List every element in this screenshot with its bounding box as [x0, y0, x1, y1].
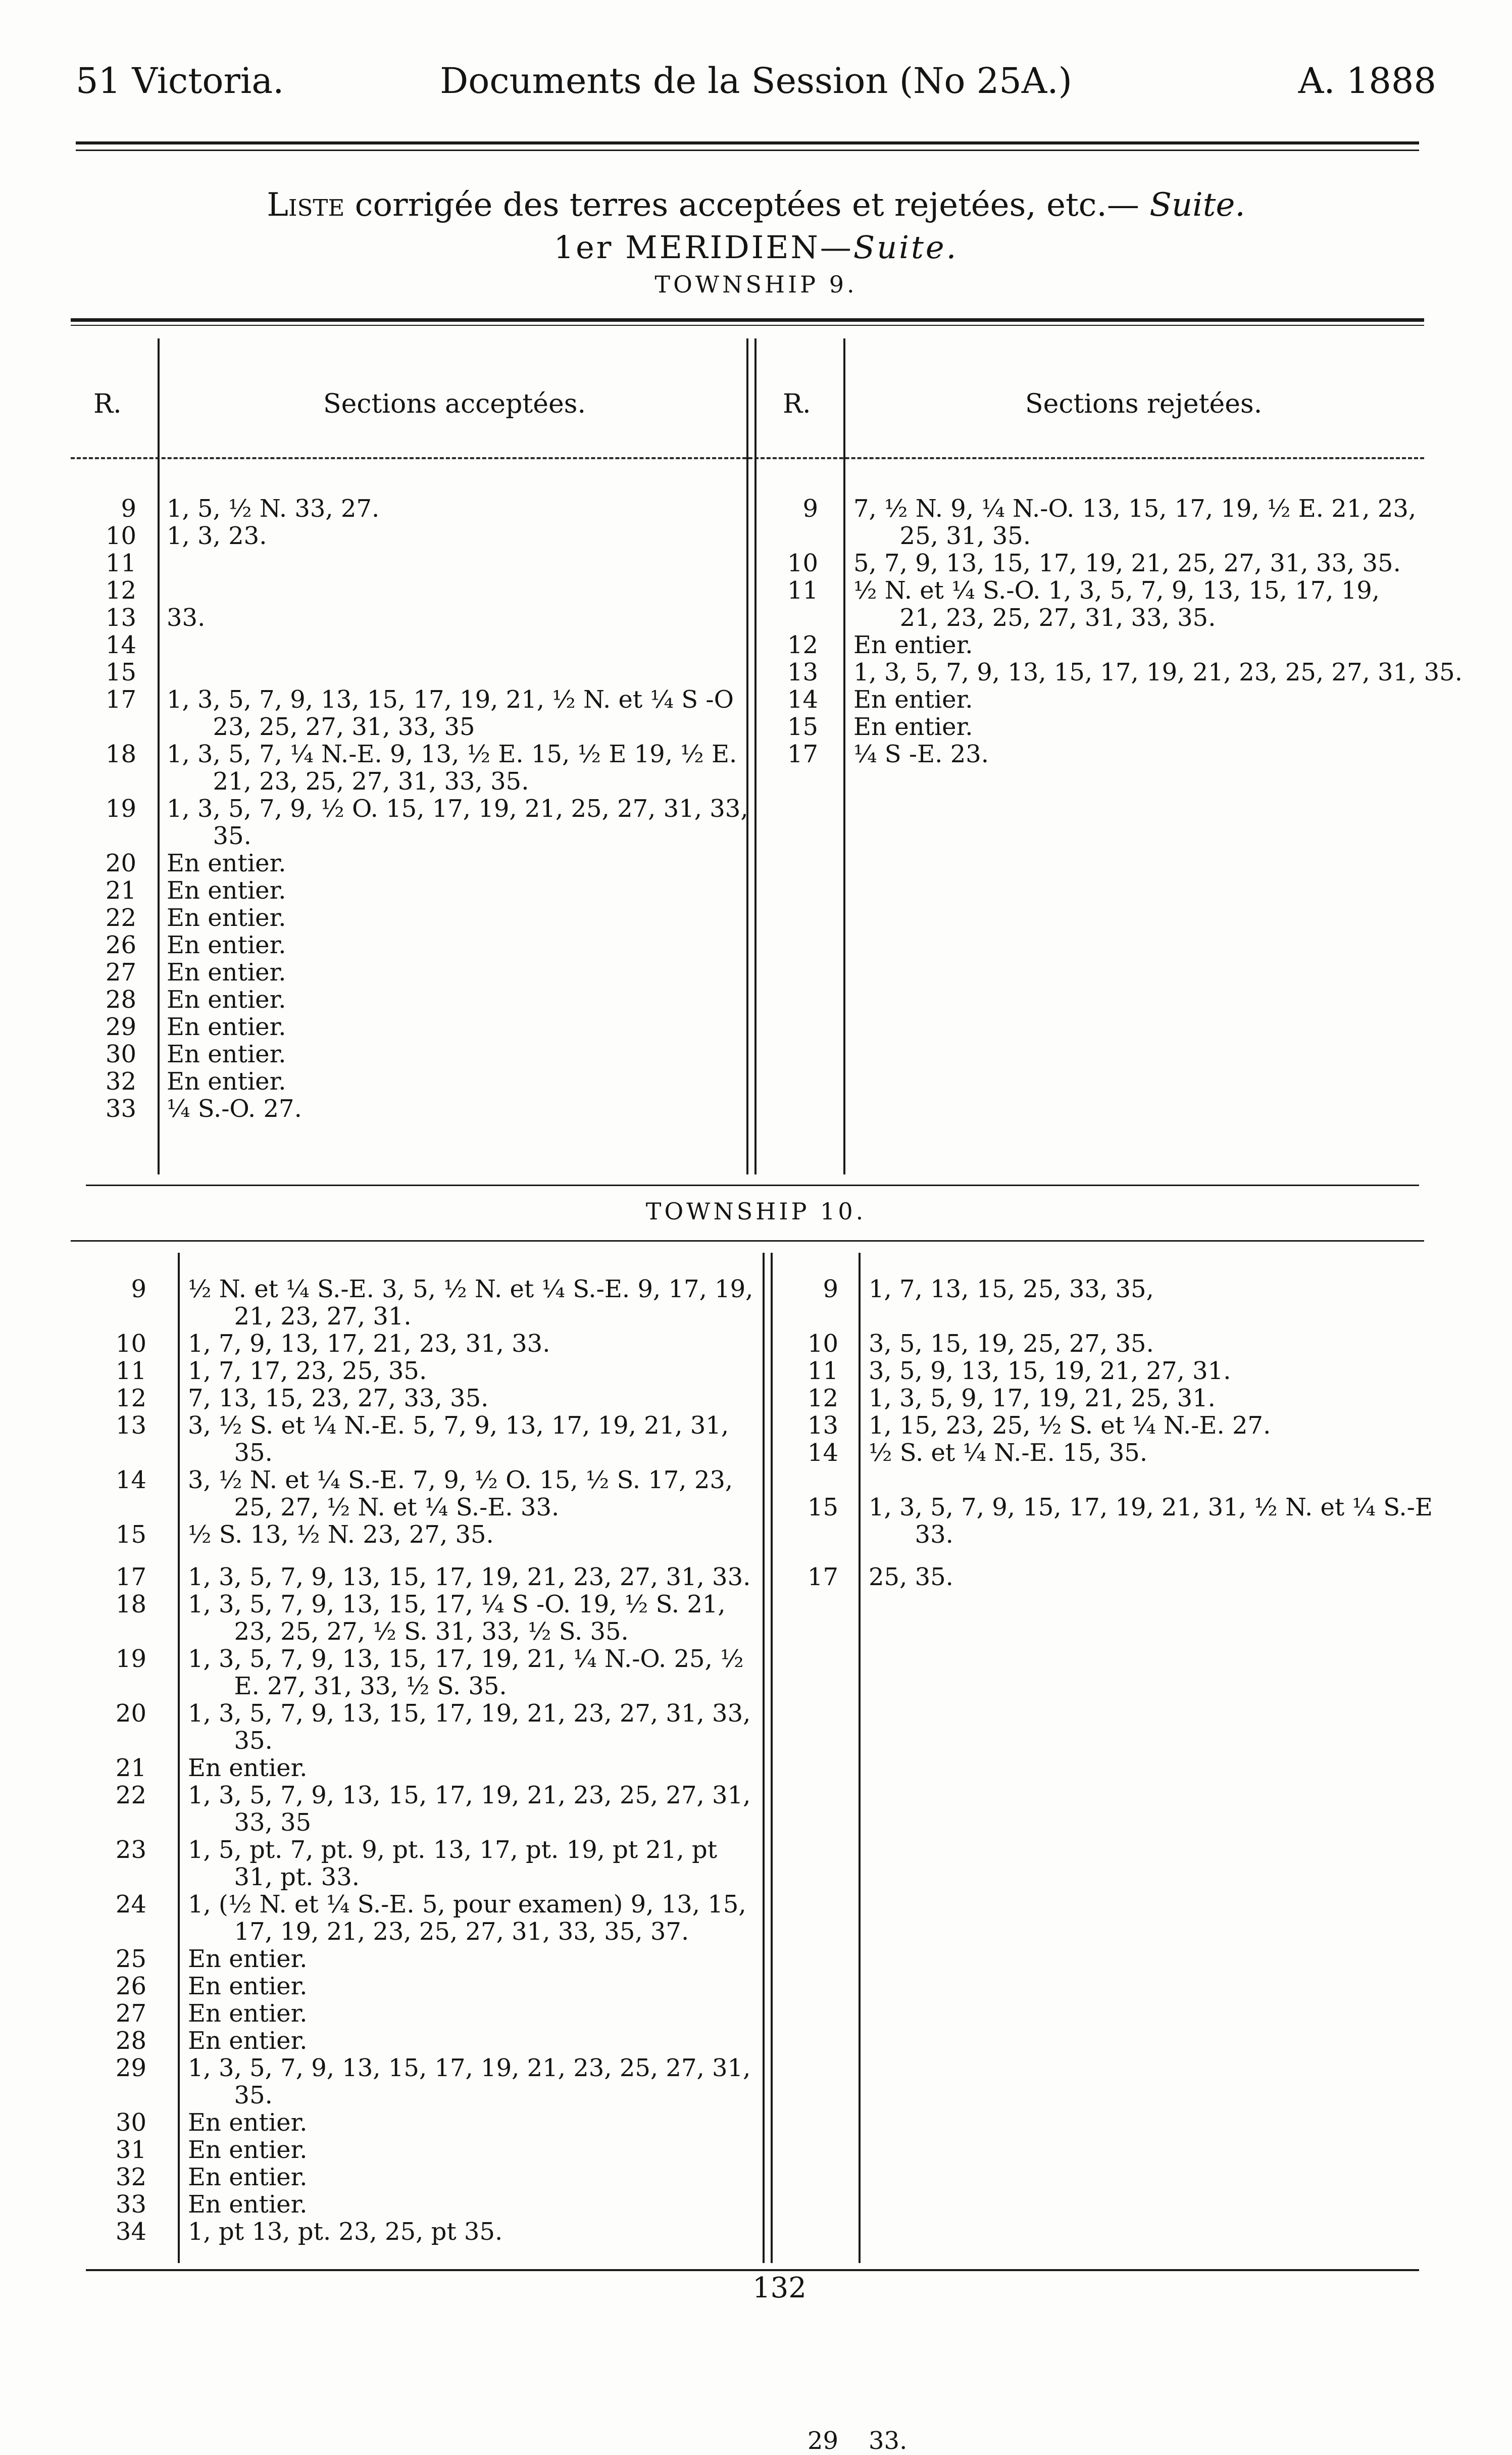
range-number: 21: [115, 1754, 146, 1782]
range-number: 30: [115, 2108, 146, 2137]
range-number: 29: [807, 2427, 838, 2455]
sections-text: ½ N. et ¼ S.-E. 3, 5, ½ N. et ¼ S.-E. 9, 17, 19, 21, 23, 27, 31.: [188, 1275, 753, 1331]
col-accepted: Sections acceptées.: [323, 389, 586, 419]
sections-text: 1, 3, 5, 7, 9, 13, 15, 17, 19, 21, 23, 27, 31, 33.: [188, 1563, 751, 1591]
table9-vline-2a: [746, 338, 748, 1174]
range-number: 11: [807, 1357, 838, 1385]
sections-text: En entier.: [167, 849, 286, 877]
township-10-title: TOWNSHIP 10.: [645, 1198, 867, 1225]
range-number: 18: [115, 1590, 146, 1618]
range-number: 9: [131, 1275, 146, 1303]
sections-text: 1, pt 13, pt. 23, 25, pt 35.: [188, 2218, 503, 2246]
range-number: 9: [823, 1275, 838, 1303]
range-number: 9: [802, 495, 818, 523]
range-number: 14: [115, 1466, 146, 1494]
col-r-accepted: R.: [93, 389, 122, 419]
sections-text: En entier.: [188, 2136, 308, 2164]
header-rule-bottom: [76, 150, 1419, 151]
header-volume: 51 Victoria.: [76, 60, 284, 102]
range-number: 28: [105, 986, 136, 1014]
range-number: 19: [115, 1645, 146, 1673]
sections-text: 1, 3, 5, 7, 9, 13, 15, 17, ¼ S -O. 19, ½ S. 21, 23, 25, 27, ½ S. 31, 33, ½ S. 35.: [188, 1590, 726, 1646]
list-title-rest: corrigée des terres acceptées et rejetées, etc.—: [344, 186, 1150, 224]
table10-vline-1: [178, 1253, 180, 2263]
sections-text: 1, 5, ½ N. 33, 27.: [167, 495, 380, 523]
sections-text: 1, 3, 5, 7, 9, 13, 15, 17, 19, 21, 23, 25, 27, 31, 33, 35: [188, 1781, 751, 1837]
range-number: 11: [115, 1357, 146, 1385]
range-number: 12: [787, 631, 818, 659]
meridien-suite: Suite.: [853, 229, 959, 266]
sections-text: En entier.: [188, 1945, 308, 1973]
sections-text: En entier.: [167, 1013, 286, 1041]
sections-text: 1, 3, 5, 7, ¼ N.-E. 9, 13, ½ E. 15, ½ E 19, ½ E. 21, 23, 25, 27, 31, 33, 35.: [167, 740, 737, 796]
sections-text: 1, 3, 5, 7, 9, ½ O. 15, 17, 19, 21, 25, 27, 31, 33, 35.: [167, 795, 748, 850]
range-number: 32: [105, 1067, 136, 1096]
range-number: 14: [787, 685, 818, 714]
meridien-label: 1er MERIDIEN—: [553, 229, 853, 266]
header-year: A. 1888: [1298, 60, 1436, 102]
table9-vline-1: [158, 338, 160, 1174]
sections-text: En entier.: [167, 1040, 286, 1068]
sections-text: 3, ½ S. et ¼ N.-E. 5, 7, 9, 13, 17, 19, 21, 31, 35.: [188, 1411, 729, 1467]
range-number: 13: [115, 1411, 146, 1440]
range-number: 11: [105, 549, 136, 577]
sections-text: 1, 7, 9, 13, 17, 21, 23, 31, 33.: [188, 1330, 550, 1358]
range-number: 20: [105, 849, 136, 877]
range-number: 27: [105, 958, 136, 987]
range-number: 10: [115, 1330, 146, 1358]
sections-text: 5, 7, 9, 13, 15, 17, 19, 21, 25, 27, 31, 33, 35.: [853, 549, 1401, 577]
sections-text: En entier.: [167, 1067, 286, 1096]
sections-text: 1, 15, 23, 25, ½ S. et ¼ N.-E. 27.: [869, 1411, 1271, 1440]
page-number: 132: [752, 2272, 807, 2304]
sections-text: En entier.: [188, 2027, 308, 2055]
sections-text: 1, 3, 5, 7, 9, 13, 15, 17, 19, 21, 23, 25, 27, 31, 35.: [188, 2054, 751, 2109]
col-r-rejected: R.: [783, 389, 811, 419]
range-number: 22: [105, 904, 136, 932]
range-number: 19: [105, 795, 136, 823]
sections-text: En entier.: [167, 958, 286, 987]
range-number: 10: [787, 549, 818, 577]
range-number: 23: [115, 1836, 146, 1864]
col-rejected: Sections rejetées.: [1025, 389, 1263, 419]
sections-text: ½ S. 13, ½ N. 23, 27, 35.: [188, 1520, 494, 1549]
sections-text: En entier.: [188, 2108, 308, 2137]
sections-text: 1, 7, 13, 15, 25, 33, 35,: [869, 1275, 1154, 1303]
range-number: 33: [115, 2190, 146, 2219]
range-number: 32: [115, 2163, 146, 2191]
list-title: [0, 187, 1512, 223]
sections-text: En entier.: [167, 904, 286, 932]
range-number: 10: [105, 522, 136, 550]
range-number: 10: [807, 1330, 838, 1358]
sections-text: 3, 5, 9, 13, 15, 19, 21, 27, 31.: [869, 1357, 1231, 1385]
range-number: 33: [105, 1095, 136, 1123]
sections-text: 33.: [869, 2427, 908, 2455]
sections-text: ¼ S.-O. 27.: [167, 1095, 302, 1123]
range-number: 34: [115, 2218, 146, 2246]
range-number: 20: [115, 1699, 146, 1728]
range-number: 31: [115, 2136, 146, 2164]
header-title: Documents de la Session (No 25A.): [440, 60, 1072, 102]
table10-vline-2a: [763, 1253, 765, 2263]
sections-text: En entier.: [188, 1754, 308, 1782]
sections-text: En entier.: [167, 986, 286, 1014]
township-9-title: TOWNSHIP 9.: [654, 271, 858, 298]
sections-text: En entier.: [167, 876, 286, 905]
sections-text: 1, 7, 17, 23, 25, 35.: [188, 1357, 427, 1385]
range-number: 29: [115, 2054, 146, 2082]
range-number: 12: [115, 1384, 146, 1412]
range-number: 27: [115, 1999, 146, 2028]
range-number: 15: [115, 1520, 146, 1549]
sections-text: 3, ½ N. et ¼ S.-E. 7, 9, ½ O. 15, ½ S. 17, 23, 25, 27, ½ N. et ¼ S.-E. 33.: [188, 1466, 733, 1521]
range-number: 17: [787, 740, 818, 768]
table10-vline-3: [859, 1253, 861, 2263]
sections-text: 1, 3, 5, 7, 9, 15, 17, 19, 21, 31, ½ N. et ¼ S.-E 33.: [869, 1493, 1433, 1549]
sections-text: 33.: [167, 604, 206, 632]
sections-text: En entier.: [853, 685, 973, 714]
sections-text: 7, 13, 15, 23, 27, 33, 35.: [188, 1384, 489, 1412]
list-title-suite: Suite.: [1149, 186, 1245, 224]
range-number: 26: [105, 931, 136, 959]
range-number: 24: [115, 1890, 146, 1919]
range-number: 12: [105, 576, 136, 605]
range-number: 9: [121, 495, 136, 523]
range-number: 28: [115, 2027, 146, 2055]
sections-text: ½ S. et ¼ N.-E. 15, 35.: [869, 1439, 1148, 1467]
range-number: 21: [105, 876, 136, 905]
range-number: 14: [807, 1439, 838, 1467]
range-number: 15: [105, 658, 136, 686]
range-number: 13: [807, 1411, 838, 1440]
sections-text: ½ N. et ¼ S.-O. 1, 3, 5, 7, 9, 13, 15, 17, 19, 21, 23, 25, 27, 31, 33, 35.: [853, 576, 1380, 632]
sections-text: 1, (½ N. et ¼ S.-E. 5, pour examen) 9, 13, 15, 17, 19, 21, 23, 25, 27, 31, 33, 35, 37.: [188, 1890, 746, 1946]
sections-text: ¼ S -E. 23.: [853, 740, 989, 768]
range-number: 26: [115, 1972, 146, 2000]
range-number: 29: [105, 1013, 136, 1041]
table10-bottom-rule: [86, 2269, 1419, 2271]
range-number: 15: [807, 1493, 838, 1521]
range-number: 14: [105, 631, 136, 659]
list-title-liste: Liste: [267, 186, 345, 224]
sections-text: En entier.: [167, 931, 286, 959]
sections-text: 1, 3, 5, 7, 9, 13, 15, 17, 19, 21, ½ N. et ¼ S -O 23, 25, 27, 31, 33, 35: [167, 685, 734, 741]
range-number: 18: [105, 740, 136, 768]
sections-text: En entier.: [853, 631, 973, 659]
sections-text: 7, ½ N. 9, ¼ N.-O. 13, 15, 17, 19, ½ E. 21, 23, 25, 31, 35.: [853, 495, 1417, 550]
range-number: 13: [105, 604, 136, 632]
range-number: 13: [787, 658, 818, 686]
header-rule-top: [76, 141, 1419, 144]
sections-text: 1, 3, 5, 7, 9, 13, 15, 17, 19, 21, ¼ N.-O. 25, ½ E. 27, 31, 33, ½ S. 35.: [188, 1645, 744, 1700]
meridien-title: [0, 230, 1512, 265]
range-number: 30: [105, 1040, 136, 1068]
range-number: 12: [807, 1384, 838, 1412]
sections-text: 25, 35.: [869, 1563, 953, 1591]
sections-text: En entier.: [188, 2190, 308, 2219]
sections-text: 1, 3, 5, 7, 9, 13, 15, 17, 19, 21, 23, 25, 27, 31, 35.: [853, 658, 1463, 686]
table9-bottom-rule: [86, 1185, 1419, 1186]
range-number: 11: [787, 576, 818, 605]
range-number: 22: [115, 1781, 146, 1809]
range-number: 15: [787, 713, 818, 741]
table10-top-rule: [71, 1240, 1424, 1242]
range-number: 17: [807, 1563, 838, 1591]
sections-text: 1, 3, 5, 9, 17, 19, 21, 25, 31.: [869, 1384, 1216, 1412]
sections-text: En entier.: [188, 2163, 308, 2191]
range-number: 25: [115, 1945, 146, 1973]
table9-vline-3: [843, 338, 845, 1174]
sections-text: 3, 5, 15, 19, 25, 27, 35.: [869, 1330, 1154, 1358]
table9-top-rule-thin: [71, 325, 1424, 326]
sections-text: 1, 3, 5, 7, 9, 13, 15, 17, 19, 21, 23, 27, 31, 33, 35.: [188, 1699, 751, 1755]
sections-text: 1, 5, pt. 7, pt. 9, pt. 13, 17, pt. 19, pt 21, pt 31, pt. 33.: [188, 1836, 718, 1891]
sections-text: 1, 3, 23.: [167, 522, 267, 550]
range-number: 17: [115, 1563, 146, 1591]
sections-text: En entier.: [188, 1972, 308, 2000]
sections-text: En entier.: [853, 713, 973, 741]
sections-text: En entier.: [188, 1999, 308, 2028]
table9-top-rule: [71, 318, 1424, 322]
range-number: 17: [105, 685, 136, 714]
